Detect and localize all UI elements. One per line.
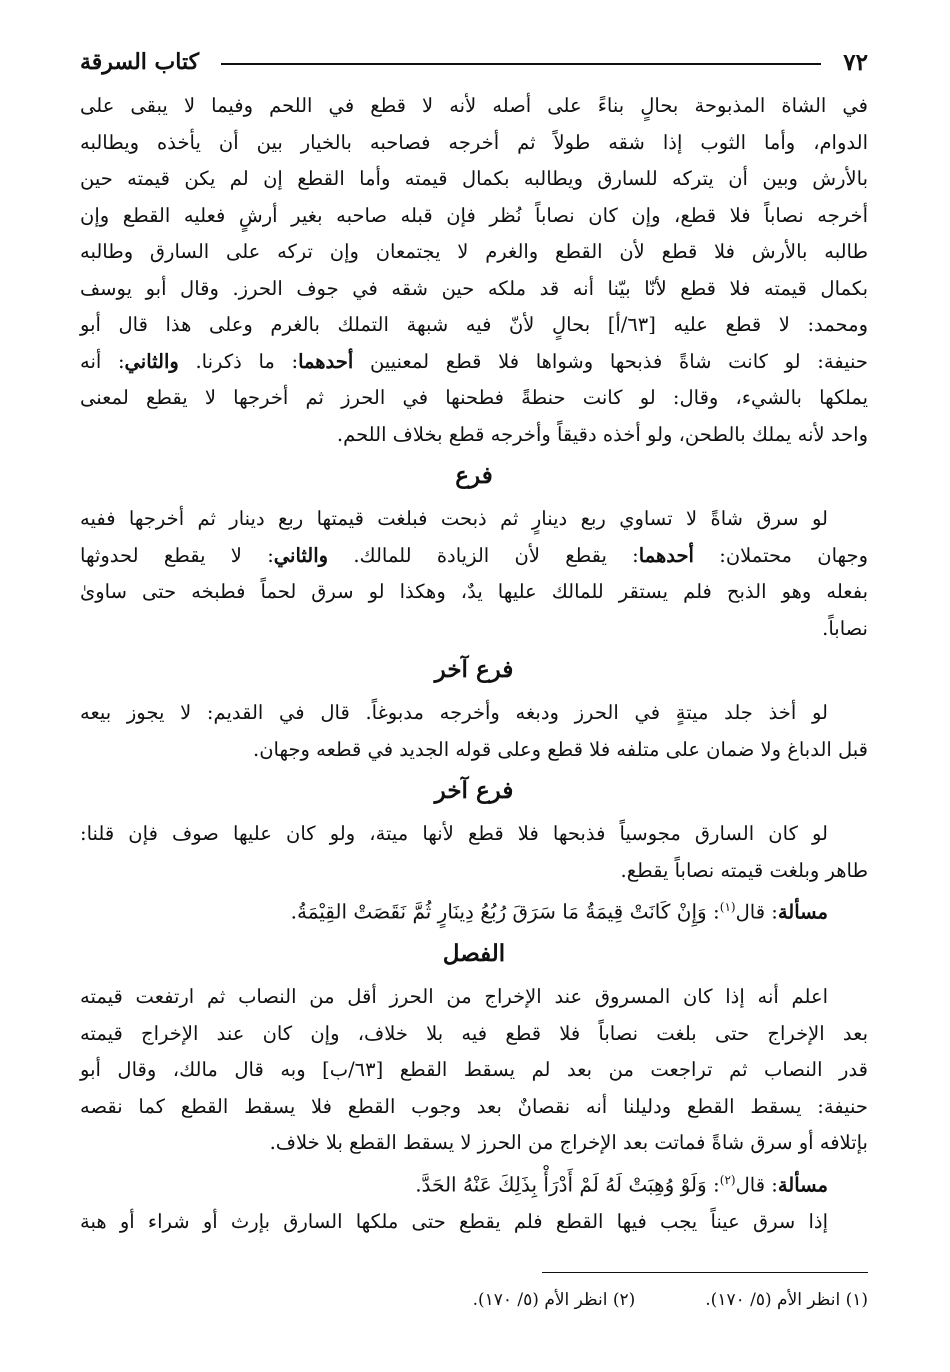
- text-line: قبل الدباغ ولا ضمان على متلفه فلا قطع وعلى قوله الجديد في قطعه وجهان.: [253, 737, 868, 761]
- page-body: [80, 88, 868, 1240]
- text-line: قدر النصاب ثم تراجعت من بعد لم يسقط القطع [٦٣/ب] وبه قال مالك، وقال أبو: [80, 1058, 868, 1081]
- text-line: الدوام، وأما الثوب إذا شقه طولاً ثم أخرجه فصاحبه بالخيار بين أن يأخذه ويطالبه: [80, 130, 868, 154]
- text-run: : يقطع لأن الزيادة للمالك.: [328, 543, 639, 567]
- footnote-rule: [542, 1272, 868, 1273]
- bold-term: أحدهما: [298, 349, 354, 373]
- section-heading: فرع آخر: [434, 777, 514, 804]
- text-line: [80, 538, 868, 575]
- text-line: بكمال قيمته فلا قطع لأنّا بيّنا أنه قد ملكه حين شقه في جوف الحرز. وقال أبو يوسف: [80, 276, 868, 300]
- text-run: : لا يقطع لحدوثها: [80, 543, 274, 567]
- section-heading: فرع آخر: [434, 656, 514, 683]
- text-line: أخرجه نصاباً فلا قطع، وإن كان نصاباً نُظر فإن قبله صاحبه بغير أرشٍ فعليه القطع وإن: [80, 203, 868, 227]
- masala-line: [80, 1162, 868, 1204]
- text-line: بالأرش وبين أن يتركه للسارق ويطالبه بكمال قيمته وأما القطع إن لم يكن قيمته حين: [80, 167, 868, 190]
- footnote-1: (١) انظر الأم (٥/ ١٧٠).: [705, 1290, 868, 1310]
- header-rule: [221, 63, 821, 65]
- text-line: [80, 344, 868, 381]
- section-heading: فرع: [455, 462, 493, 489]
- text-line: ومحمد: لا قطع عليه [٦٣/أ] بحالٍ لأنّ فيه شبهة التملك بالغرم وعلى هذا قال أبو: [80, 313, 868, 336]
- bold-term: والثاني: [273, 543, 329, 567]
- text-run: حنيفة: لو كانت شاةً فذبحها وشواها فلا قطع لمعنيين: [353, 349, 868, 373]
- quoted-text: : وَإِنْ كَانَتْ قِيمَةُ مَا سَرَقَ رُبُعُ دِينَارٍ ثُمَّ نَقَصَتْ القِيْمَةُ.: [290, 899, 720, 924]
- footnotes: [80, 1290, 868, 1310]
- page-number: ٧٢: [843, 48, 868, 76]
- text-line: لو أخذ جلد ميتةٍ في الحرز ودبغه وأخرجه مدبوغاً. قال في القديم: لا يجوز بيعه: [80, 701, 828, 724]
- text-line: واحد لأنه يملك بالطحن، ولو أخذه دقيقاً وأخرجه قطع بخلاف اللحم.: [336, 422, 868, 446]
- text-line: اعلم أنه إذا كان المسروق عند الإخراج من الحرز أقل من النصاب ثم ارتفعت قيمته: [80, 985, 828, 1008]
- section-heading: الفصل: [442, 940, 506, 967]
- text-run: وجهان محتملان:: [693, 543, 868, 567]
- text-line: لو كان السارق مجوسياً فذبحها فلا قطع لأنها ميتة، ولو كان عليها صوف فإن قلنا:: [80, 822, 828, 845]
- text-line: يملكها بالشيء، وقال: لو كانت حنطةً فطحنها في الحرز ثم أخرجها لا يقطع لمعنى: [80, 386, 868, 409]
- footnote-2: (٢) انظر الأم (٥/ ١٧٠).: [472, 1290, 636, 1310]
- text-line: إذا سرق عيناً يجب فيها القطع فلم يقطع حتى ملكها السارق بإرث أو شراء أو هبة: [80, 1209, 828, 1233]
- text-line: بإتلافه أو سرق شاةً فماتت بعد الإخراج من الحرز لا يسقط القطع بلا خلاف.: [269, 1131, 868, 1154]
- text-run: : أنه: [80, 349, 125, 373]
- bold-term: والثاني: [124, 349, 179, 373]
- masala-label: مسألة: [777, 900, 828, 924]
- text-line: طالبه بالأرش فلا قطع لأن القطع والغرم لا يجتمعان وإن تركه على السارق وطالبه: [80, 240, 868, 263]
- text-line: لو سرق شاةً لا تساوي ربع دينارٍ ثم ذبحت فبلغت قيمتها ربع دينار ثم أخرجها ففيه: [80, 507, 828, 530]
- document-page: [80, 44, 868, 1310]
- quoted-text: : وَلَوْ وُهِبَتْ لَهُ لَمْ أَدْرَأْ بِذَلِكَ عَنْهُ الحَدَّ.: [415, 1172, 720, 1196]
- text-line: حنيفة: يسقط القطع ودليلنا أنه نقصانٌ بعد وجوب القطع فلا يسقط القطع كما نقصه: [80, 1094, 868, 1118]
- text-run: : قال: [735, 1173, 778, 1196]
- text-line: بعد الإخراج حتى بلغت نصاباً فلا قطع فيه بلا خلاف، وإن كان عند الإخراج قيمته: [80, 1021, 868, 1045]
- book-title: كتاب السرقة: [80, 49, 200, 75]
- masala-label: مسألة: [777, 1173, 828, 1196]
- text-line: نصاباً.: [822, 616, 868, 640]
- footnote-ref: (٢): [719, 1172, 736, 1187]
- running-header: [80, 44, 868, 80]
- text-run: : قال: [735, 900, 778, 924]
- text-run: : ما ذكرنا.: [178, 349, 299, 373]
- bold-term: أحدهما: [638, 543, 694, 567]
- text-line: في الشاة المذبوحة بحالٍ بناءً على أصله لأنه لا قطع في اللحم وفيما لا يبقى على: [80, 94, 868, 117]
- text-line: طاهر وبلغت قيمته نصاباً يقطع.: [620, 858, 868, 882]
- text-line: بفعله وهو الذبح فلم يستقر للمالك عليها يدٌ، وهكذا لو سرق لحماً فطبخه حتى ساوىٰ: [80, 580, 868, 603]
- footnote-ref: (١): [719, 900, 736, 914]
- masala-line: [80, 889, 868, 931]
